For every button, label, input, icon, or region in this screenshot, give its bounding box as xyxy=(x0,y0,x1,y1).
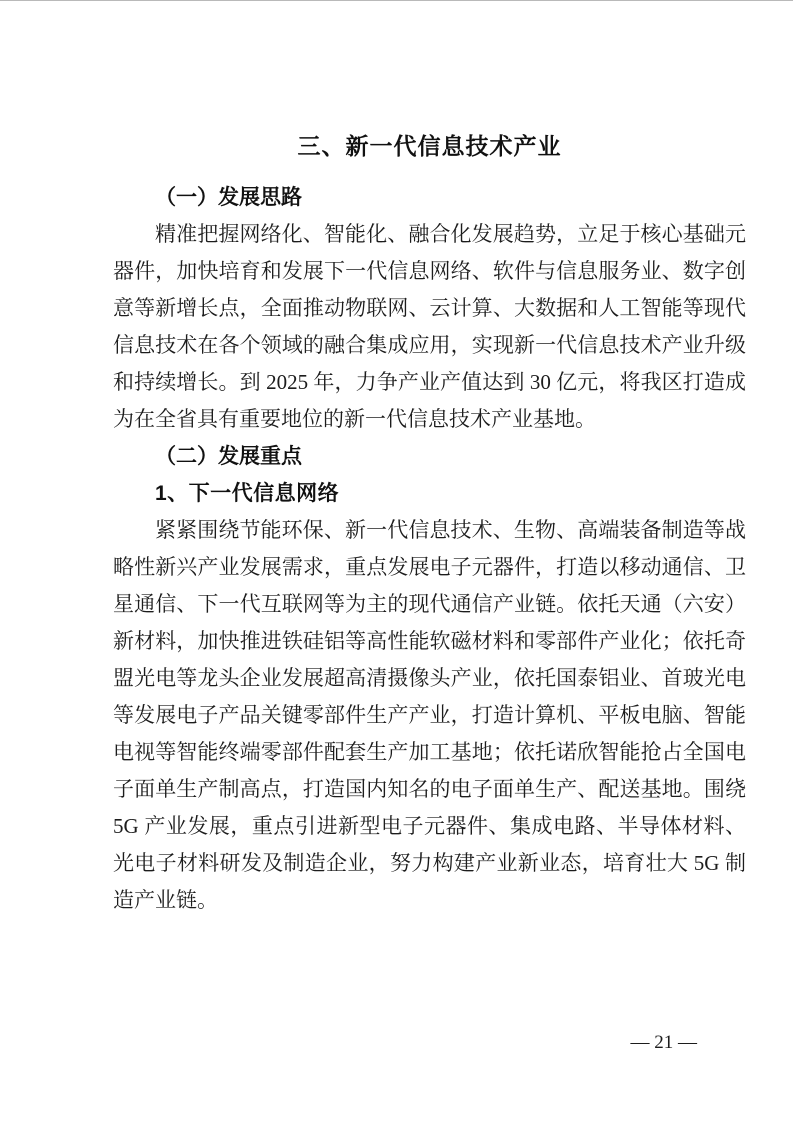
document-title: 三、新一代信息技术产业 xyxy=(297,133,562,159)
page-top-edge xyxy=(0,0,793,1)
section-2-heading: （二）发展重点 xyxy=(155,444,302,468)
document-content xyxy=(113,131,746,919)
section-2-subsection-1-paragraph: 紧紧围绕节能环保、新一代信息技术、生物、高端装备制造等战略性新兴产业发展需求，重点发展电子元器件，打造以移动通信、卫星通信、下一代互联网等为主的现代通信产业链。依托天通（六安）新材料，加快推进铁硅铝等高性能软磁材料和零部件产业化；依托奇盟光电等龙头企业发展超高清摄像头产业，依托国泰铝业、首玻光电等发展电子产品关键零部件生产产业，打造计算机、平板电脑、智能电视等智能终端零部件配套生产加工基地；依托诺欣智能抢占全国电子面单生产制高点，打造国内知名的电子面单生产、配送基地。围绕 5G 产业发展，重点引进新型电子元器件、集成电路、半导体材料、光电子材料研发及制造企业，努力构建产业新业态，培育壮大 5G 制造产业链。 xyxy=(113,518,746,912)
page-number: — 21 — xyxy=(630,1032,697,1053)
section-1-paragraph: 精准把握网络化、智能化、融合化发展趋势，立足于核心基础元器件，加快培育和发展下一代信息网络、软件与信息服务业、数字创意等新增长点，全面推动物联网、云计算、大数据和人工智能等现代信息技术在各个领域的融合集成应用，实现新一代信息技术产业升级和持续增长。到 2025 年，力争产业产值达到 30 亿元，将我区打造成为在全省具有重要地位的新一代信息技术产业基地。 xyxy=(113,222,746,431)
section-2-subsection-1-heading: 1、下一代信息网络 xyxy=(155,482,340,505)
section-1-heading: （一）发展思路 xyxy=(155,185,302,209)
